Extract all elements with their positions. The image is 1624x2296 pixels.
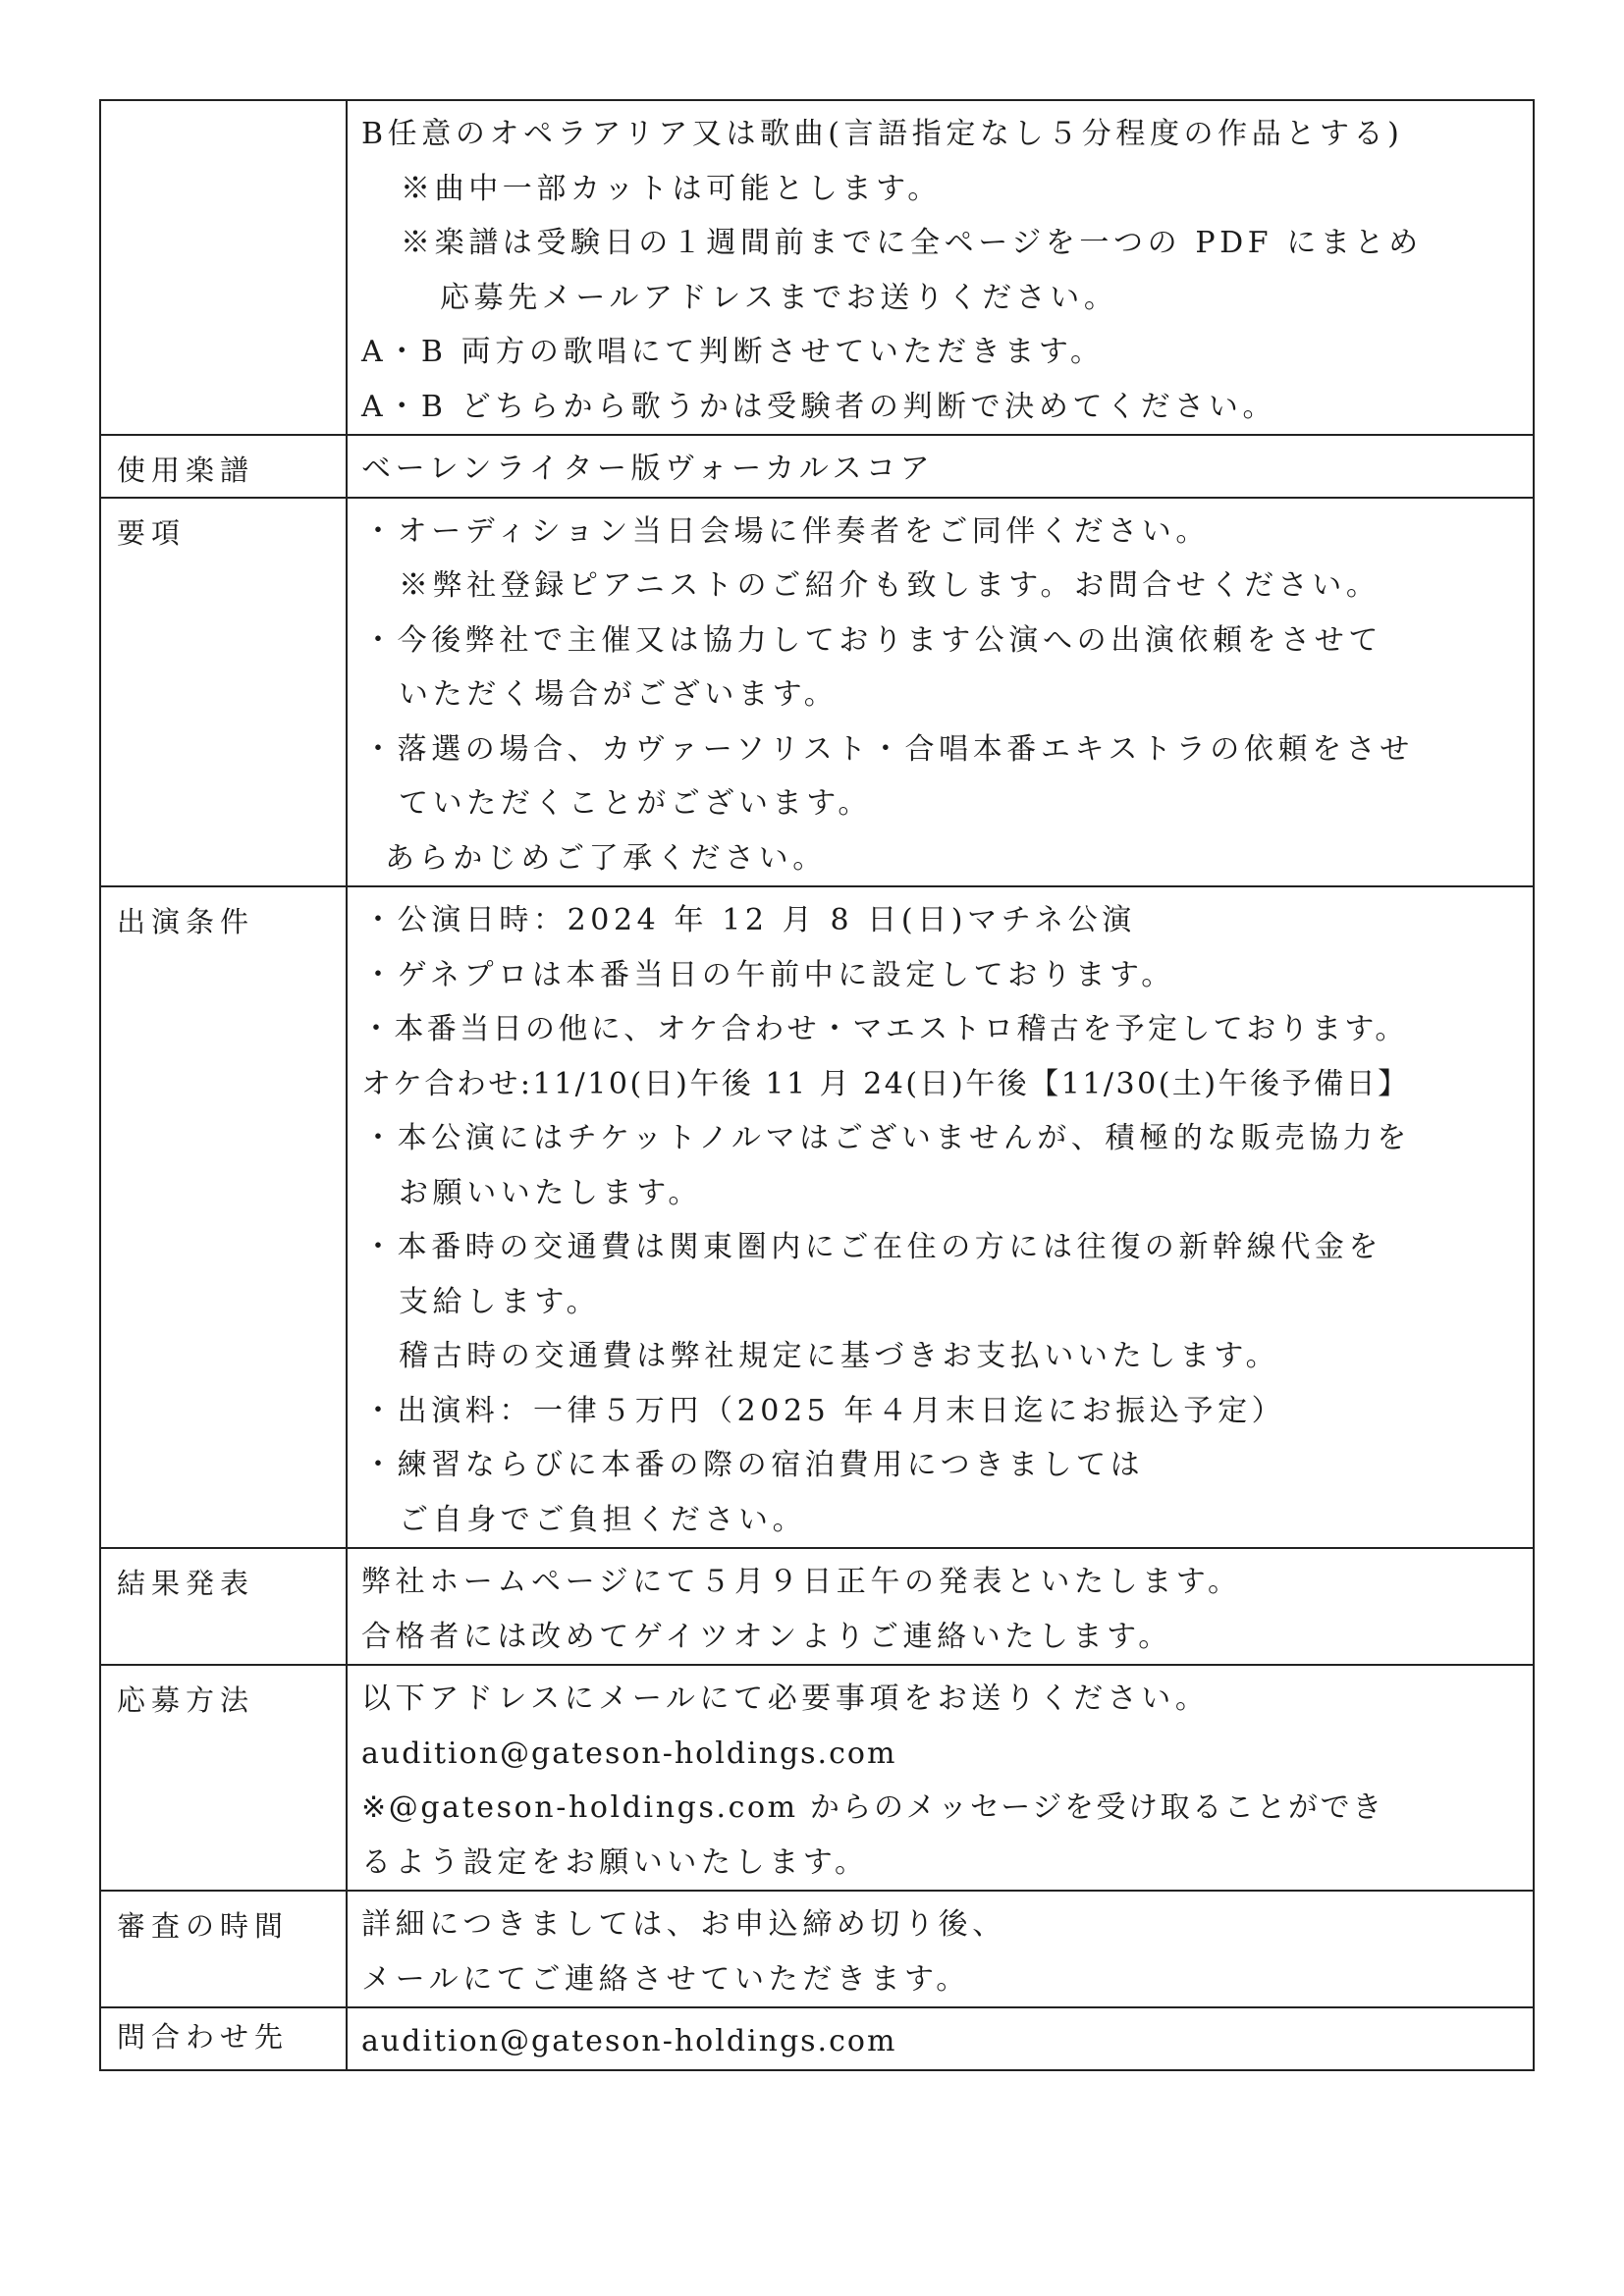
text-line: 弊社ホームページにて５月９日正午の発表といたします。: [361, 1565, 1242, 1599]
text-line: B任意のオペラアリア又は歌曲(言語指定なし５分程度の作品とする): [361, 117, 1404, 151]
text-line: 応募先メールアドレスまでお送りください。: [440, 280, 1118, 315]
table-row: [100, 1665, 1534, 1891]
text-line: メールにてご連絡させていただきます。: [361, 1961, 970, 1997]
table-row: [100, 498, 1534, 887]
text-line: 以下アドレスにメールにて必要事項をお送りください。: [361, 1682, 1210, 1716]
row-label: [100, 100, 347, 435]
text-line: るよう設定をお願いいたします。: [361, 1844, 869, 1880]
email-link[interactable]: audition@gateson-holdings.com: [361, 2024, 897, 2058]
row-content: [347, 2007, 1534, 2070]
table-row: [100, 1548, 1534, 1665]
text-line: いただく場合がございます。: [399, 677, 839, 712]
row-label: 問合わせ先: [100, 2007, 347, 2070]
text-line: ・本番時の交通費は関東圏内にご在住の方には往復の新幹線代金を: [363, 1230, 1382, 1264]
text-line: お願いいたします。: [399, 1175, 702, 1210]
row-content: [347, 1548, 1534, 1665]
row-content: [347, 435, 1534, 498]
row-label: 審査の時間: [100, 1891, 347, 2007]
text-line: ご自身でご負担ください。: [399, 1502, 807, 1537]
row-label: 要項: [100, 498, 347, 887]
row-content: [347, 1891, 1534, 2007]
row-label: 出演条件: [100, 886, 347, 1548]
table-row: [100, 1891, 1534, 2007]
text-line: オケ合わせ:11/10(日)午後 11 月 24(日)午後【11/30(土)午後予備日】: [361, 1066, 1410, 1101]
row-label: 結果発表: [100, 1548, 347, 1665]
text-line: ※曲中一部カットは可能とします。: [401, 171, 942, 206]
table-row: [100, 886, 1534, 1548]
audition-requirements-table: [99, 99, 1535, 2071]
row-label: 使用楽譜: [100, 435, 347, 498]
text-line: ・練習ならびに本番の際の宿泊費用につきましては: [363, 1448, 1145, 1482]
text-line: ※@gateson-holdings.com からのメッセージを受け取ることができ: [361, 1790, 1384, 1825]
text-line: ・落選の場合、カヴァーソリスト・合唱本番エキストラの依頼をさせ: [363, 731, 1414, 767]
text-line: 支給します。: [399, 1284, 601, 1319]
row-content: [347, 886, 1534, 1548]
text-line: ていただくことがございます。: [399, 786, 872, 821]
row-label: 応募方法: [100, 1665, 347, 1891]
text-line: ベーレンライター版ヴォーカルスコア: [361, 452, 935, 486]
text-line: ※楽譜は受験日の１週間前までに全ページを一つの PDF にまとめ: [401, 226, 1423, 260]
text-line: A・B 両方の歌唱にて判断させていただきます。: [361, 335, 1105, 369]
text-line: ・ゲネプロは本番当日の午前中に設定しております。: [363, 957, 1175, 992]
text-line: 詳細につきましては、お申込締め切り後、: [361, 1907, 1006, 1942]
text-line: ・出演料：一律５万円（2025 年４月末日迄にお振込予定）: [363, 1393, 1286, 1428]
email-link[interactable]: audition@gateson-holdings.com: [361, 1735, 897, 1771]
row-content: [347, 1665, 1534, 1891]
text-line: ・本公演にはチケットノルマはございませんが、積極的な販売協力を: [363, 1121, 1411, 1155]
row-content: [347, 100, 1534, 435]
text-line: ※弊社登録ピアニストのご紹介も致します。お問合せください。: [399, 568, 1380, 603]
text-line: あらかじめご了承ください。: [385, 840, 827, 876]
table-row: [100, 2007, 1534, 2070]
row-content: [347, 498, 1534, 887]
text-line: 合格者には改めてゲイツオンよりご連絡いたします。: [361, 1619, 1172, 1654]
text-line: ・公演日時：2024 年 12 月 8 日(日)マチネ公演: [363, 903, 1136, 937]
text-line: ・今後弊社で主催又は協力しております公演への出演依頼をさせて: [363, 622, 1382, 658]
table-row: [100, 435, 1534, 498]
table-row: [100, 100, 1534, 435]
text-line: 稽古時の交通費は弊社規定に基づきお支払いいたします。: [399, 1339, 1280, 1373]
text-line: A・B どちらから歌うかは受験者の判断で決めてください。: [361, 389, 1277, 424]
text-line: ・オーディション当日会場に伴奏者をご同伴ください。: [363, 513, 1210, 549]
text-line: ・本番当日の他に、オケ合わせ・マエストロ稽古を予定しております。: [361, 1012, 1408, 1046]
